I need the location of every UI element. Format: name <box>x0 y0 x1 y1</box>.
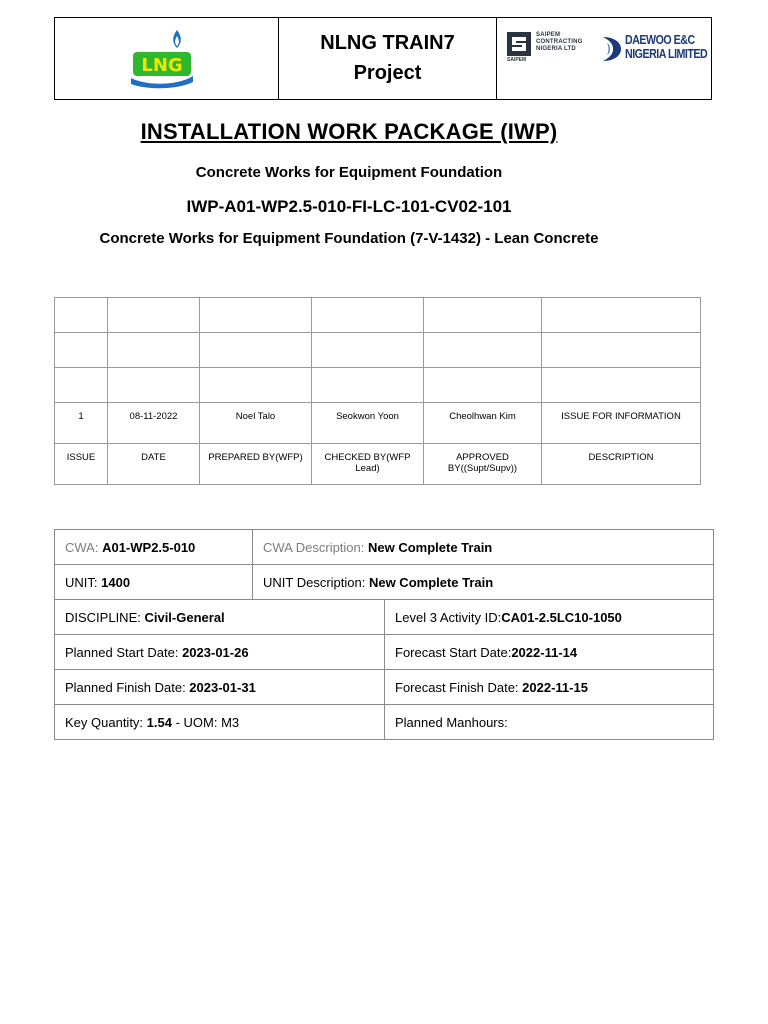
planned-start-value: 2023-01-26 <box>182 644 249 660</box>
key-quantity-cell <box>55 705 385 740</box>
forecast-finish-value: 2022-11-15 <box>522 679 588 695</box>
info-row-unit <box>55 565 714 600</box>
forecast-start-value: 2022-11-14 <box>511 644 578 660</box>
project-title-cell <box>279 18 497 99</box>
header-logo-cell <box>55 18 279 99</box>
cwa-label: CWA: <box>65 539 103 555</box>
revision-blank-row <box>55 333 701 368</box>
cwa-description-label: CWA Description: <box>263 539 368 555</box>
forecast-start-cell <box>385 635 714 670</box>
info-row-cwa <box>55 530 714 565</box>
unit-description-cell <box>253 565 714 600</box>
info-row-discipline <box>55 600 714 635</box>
planned-finish-label: Planned Finish Date: <box>65 679 190 695</box>
forecast-finish-label: Forecast Finish Date: <box>395 679 523 695</box>
revision-approved-by: Cheolhwan Kim <box>424 403 542 444</box>
planned-finish-cell <box>55 670 385 705</box>
header-date: DATE <box>108 444 200 485</box>
info-row-start <box>55 635 714 670</box>
uom-label: - UOM: M3 <box>171 714 240 730</box>
revision-blank-row <box>55 368 701 403</box>
key-quantity-label: Key Quantity: <box>65 714 147 730</box>
planned-finish-value: 2023-01-31 <box>189 679 256 695</box>
forecast-finish-cell <box>385 670 714 705</box>
unit-description-value: New Complete Train <box>368 574 494 590</box>
planned-manhours-cell <box>385 705 714 740</box>
saipem-sub: SAIPEM <box>507 57 527 63</box>
saipem-text-3: NIGERIA LTD <box>536 46 576 52</box>
discipline-cell <box>55 600 385 635</box>
cwa-description-cell <box>253 530 714 565</box>
document-header <box>54 17 712 100</box>
header-checked-by: CHECKED BY(WFP Lead) <box>312 444 424 485</box>
forecast-start-label: Forecast Start Date: <box>395 644 512 660</box>
nlng-logo <box>127 28 199 90</box>
revision-issue: 1 <box>55 403 108 444</box>
revision-blank-row <box>55 298 701 333</box>
revision-checked-by: Seokwon Yoon <box>312 403 424 444</box>
cwa-value: A01-WP2.5-010 <box>102 539 196 555</box>
activity-id-label: Level 3 Activity ID: <box>395 609 502 625</box>
revision-row <box>55 403 701 444</box>
project-title-line1: NLNG TRAIN7 <box>320 32 455 54</box>
header-description: DESCRIPTION <box>542 444 701 485</box>
document-subtitle: Concrete Works for Equipment Foundation <box>195 164 503 181</box>
unit-value: 1400 <box>101 574 131 590</box>
project-title-line2: Project <box>353 62 422 84</box>
planned-manhours-label: Planned Manhours: <box>395 714 508 730</box>
daewoo-logo <box>601 33 711 67</box>
daewoo-mark-icon <box>601 35 623 63</box>
header-prepared-by: PREPARED BY(WFP) <box>200 444 312 485</box>
discipline-label: DISCIPLINE: <box>65 609 145 625</box>
activity-id-value: CA01-2.5LC10-1050 <box>501 609 622 625</box>
unit-description-label: UNIT Description: <box>263 574 369 590</box>
revision-header-row <box>55 444 701 485</box>
info-row-quantity <box>55 705 714 740</box>
iwp-description: Concrete Works for Equipment Foundation (7-V-1432) - Lean Concrete <box>99 230 599 247</box>
saipem-text-2: CONTRACTING <box>536 39 583 45</box>
header-approved-by: APPROVED BY((Supt/Supv)) <box>424 444 542 485</box>
partner-logos-cell <box>497 18 711 99</box>
daewoo-text-2: NIGERIA LIMITED <box>625 46 708 61</box>
discipline-value: Civil-General <box>144 609 225 625</box>
unit-cell <box>55 565 253 600</box>
saipem-text-1: SAIPEM <box>536 32 561 38</box>
revision-prepared-by: Noel Talo <box>200 403 312 444</box>
key-quantity-value: 1.54 <box>146 714 172 730</box>
planned-start-label: Planned Start Date: <box>65 644 183 660</box>
cwa-cell <box>55 530 253 565</box>
info-row-finish <box>55 670 714 705</box>
revision-table <box>54 297 701 485</box>
work-package-info-table <box>54 529 714 740</box>
unit-label: UNIT: <box>65 574 102 590</box>
daewoo-text-1: DAEWOO E&C <box>625 32 695 47</box>
iwp-code: IWP-A01-WP2.5-010-FI-LC-101-CV02-101 <box>186 197 512 216</box>
document-title: INSTALLATION WORK PACKAGE (IWP) <box>140 119 558 144</box>
saipem-mark-icon <box>507 32 531 56</box>
activity-id-cell <box>385 600 714 635</box>
header-issue: ISSUE <box>55 444 108 485</box>
revision-description: ISSUE FOR INFORMATION <box>542 403 701 444</box>
revision-date: 08-11-2022 <box>108 403 200 444</box>
nlng-logo-text: LNG <box>141 55 183 76</box>
planned-start-cell <box>55 635 385 670</box>
saipem-logo <box>507 32 597 66</box>
cwa-description-value: New Complete Train <box>368 539 493 555</box>
